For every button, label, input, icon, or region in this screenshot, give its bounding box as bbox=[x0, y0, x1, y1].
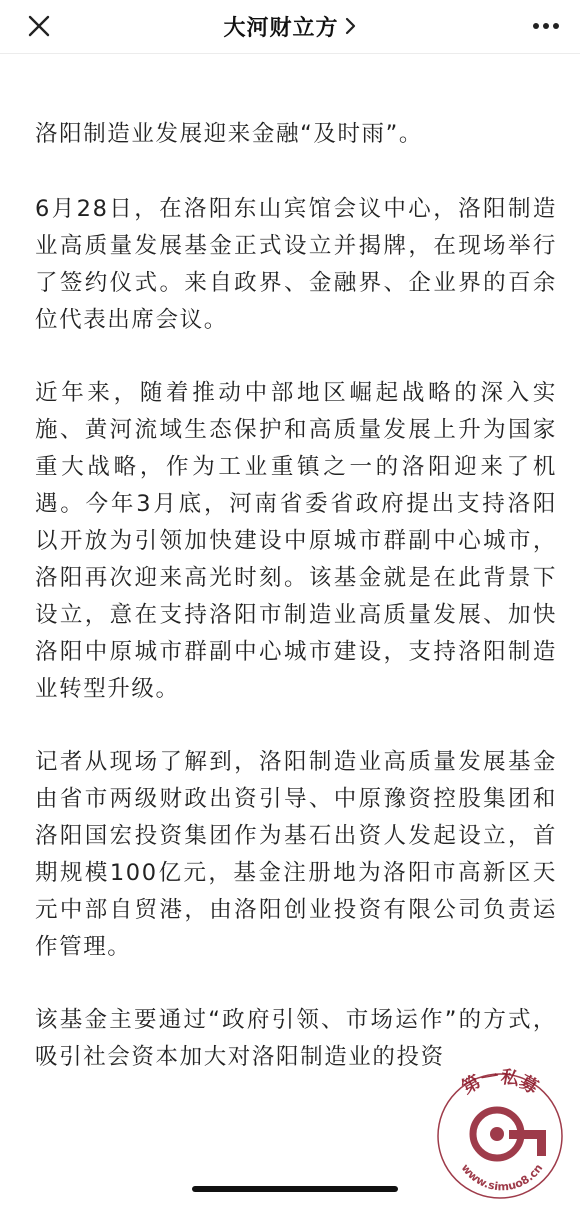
article-paragraph: 该基金主要通过“政府引领、市场运作”的方式，吸引社会资本加大对洛阳制造业的投资 bbox=[35, 1007, 557, 1070]
chevron-right-icon bbox=[345, 16, 357, 36]
article-paragraph: 洛阳制造业发展迎来金融“及时雨”。 bbox=[35, 121, 424, 147]
article-paragraph: 6月28日，在洛阳东山宾馆会议中心，洛阳制造业高质量发展基金正式设立并揭牌，在现场举行了签约仪式。来自政界、金融界、企业界的百余位代表出席会议。 bbox=[35, 196, 557, 333]
account-name: 大河财立方 bbox=[223, 15, 339, 41]
home-indicator[interactable] bbox=[192, 1186, 398, 1192]
top-navigation-bar bbox=[0, 0, 580, 54]
watermark-title: 第一私募 bbox=[458, 1066, 542, 1099]
more-options-button[interactable] bbox=[530, 11, 562, 41]
watermark-logo bbox=[425, 1060, 575, 1200]
close-button[interactable] bbox=[24, 11, 54, 41]
article-paragraph: 近年来，随着推动中部地区崛起战略的深入实施、黄河流域生态保护和高质量发展上升为国家重大战略，作为工业重镇之一的洛阳迎来了机遇。今年3月底，河南省委省政府提出支持洛阳以开放为引领加快建设中原城市群副中心城市，洛阳再次迎来高光时刻。该基金就是在此背景下设立，意在支持洛阳市制造业高质量发展、加快洛阳中原城市群副中心城市建设，支持洛阳制造业转型升级。 bbox=[35, 380, 557, 702]
close-icon bbox=[27, 14, 51, 38]
watermark-url: www.simuo8.cn bbox=[458, 1161, 546, 1194]
account-title-button[interactable] bbox=[223, 11, 356, 42]
more-horizontal-icon bbox=[532, 22, 560, 30]
article-paragraph: 记者从现场了解到，洛阳制造业高质量发展基金由省市两级财政出资引导、中原豫资控股集团和洛阳国宏投资集团作为基石出资人发起设立，首期规模100亿元，基金注册地为洛阳市高新区天元中部自贸港，由洛阳创业投资有限公司负责运作管理。 bbox=[35, 749, 557, 960]
article-body bbox=[35, 116, 557, 1112]
